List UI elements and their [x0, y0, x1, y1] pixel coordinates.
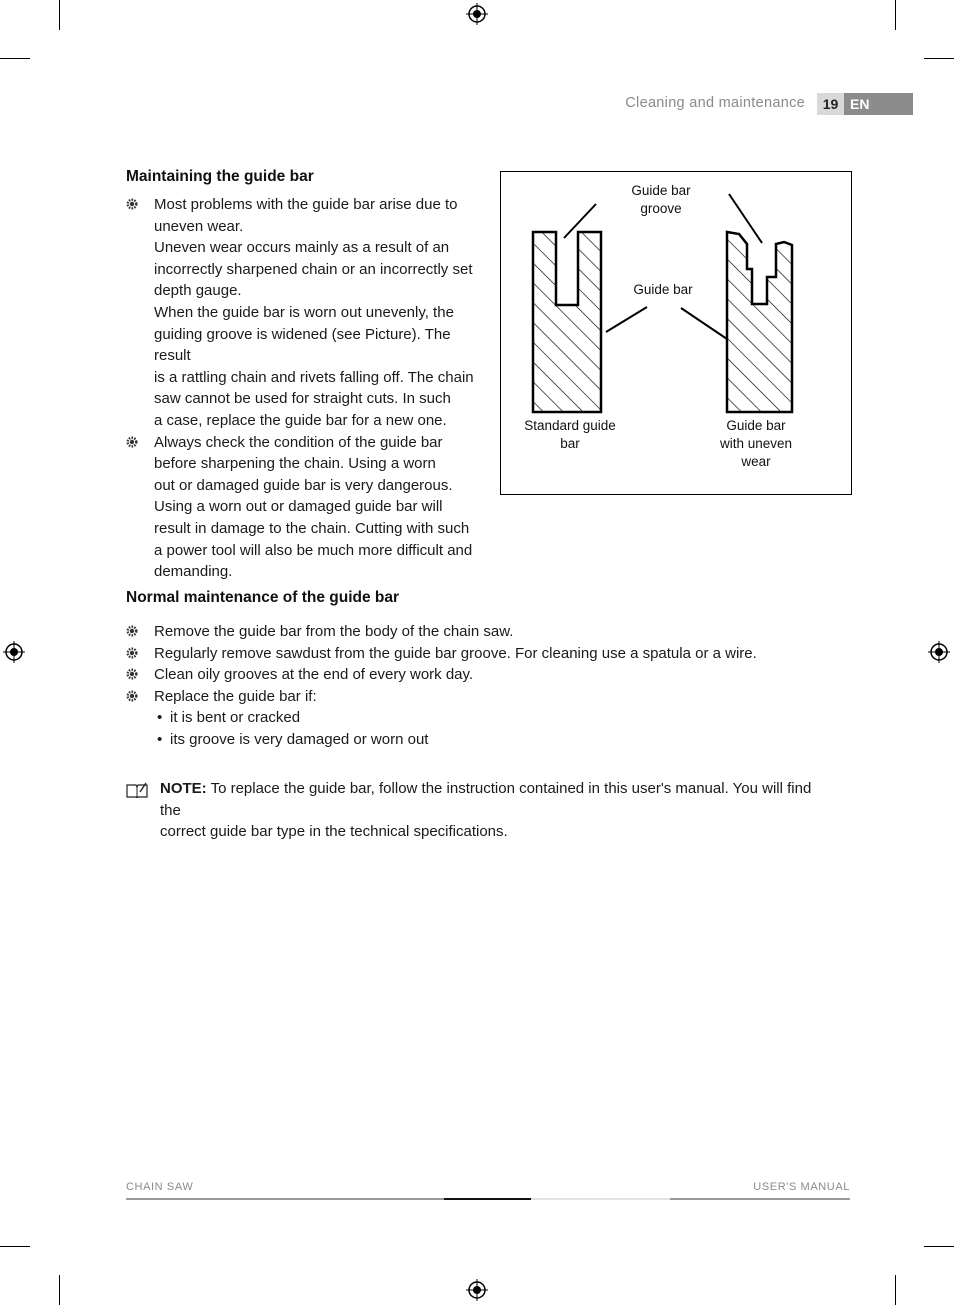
language-badge: EN: [844, 93, 913, 115]
text-line: saw cannot be used for straight cuts. In such: [154, 390, 451, 408]
text-line: demanding.: [154, 563, 233, 581]
sub-bullet: •: [157, 709, 163, 727]
text-line: incorrectly sharpened chain or an incorrectly set: [154, 260, 473, 278]
heading-normal-maintenance: Normal maintenance of the guide bar: [126, 589, 400, 606]
text-line: depth gauge.: [154, 282, 242, 300]
worn-guide-bar-shape: [727, 232, 792, 412]
list-item: [126, 621, 846, 643]
crop-mark: [59, 1275, 60, 1305]
text-line: is a rattling chain and rivets falling off. The chain: [154, 368, 474, 386]
leader-line: [606, 307, 647, 332]
sub-list-item: [154, 707, 846, 729]
list-item-text: Regularly remove sawdust from the guide bar groove. For cleaning use a spatula or a wire.: [154, 644, 757, 662]
list-item: [126, 686, 846, 751]
note-text: To replace the guide bar, follow the instruction contained in this user's manual. You will find the: [160, 780, 812, 819]
note-label: NOTE:: [160, 780, 207, 797]
crop-mark: [895, 1275, 896, 1305]
gear-bullet-icon: [126, 198, 138, 210]
page-indicator: [817, 93, 913, 115]
sub-bullet: •: [157, 730, 163, 748]
gear-bullet-icon: [126, 668, 138, 680]
bullet-list: [126, 194, 486, 583]
sub-list-item-text: it is bent or cracked: [170, 709, 301, 727]
text-line: Most problems with the guide bar arise due to: [154, 196, 458, 213]
text-line: Always check the condition of the guide bar: [154, 433, 443, 451]
crop-mark: [895, 0, 896, 30]
text-line: guiding groove is widened (see Picture). The result: [154, 325, 451, 365]
text-line: out or damaged guide bar is very dangerous.: [154, 476, 453, 494]
footer-rule: [126, 1198, 444, 1200]
text-line: uneven wear.: [154, 217, 244, 235]
text-line: When the guide bar is worn out unevenly, the: [154, 303, 454, 321]
footer-rule: [531, 1198, 670, 1200]
list-item-text: Remove the guide bar from the body of the chain saw.: [154, 623, 514, 640]
gear-bullet-icon: [126, 436, 138, 448]
guide-bar-figure: [500, 171, 852, 495]
label-standard-guide-bar: Standard guide bar: [524, 418, 616, 451]
footer-rule: [444, 1198, 531, 1200]
text-line: a case, replace the guide bar for a new one.: [154, 411, 447, 429]
sub-list-item: [154, 729, 846, 751]
registration-mark-icon: [466, 3, 488, 25]
gear-bullet-icon: [126, 690, 138, 702]
heading-maintaining-guide-bar: Maintaining the guide bar: [126, 168, 314, 185]
note-box: [126, 778, 826, 843]
list-item: [126, 664, 846, 686]
crop-mark: [0, 1246, 30, 1247]
crop-mark: [924, 58, 954, 59]
label-guide-bar-groove: Guide bar groove: [631, 183, 691, 216]
section-title: Cleaning and maintenance: [625, 95, 805, 111]
crop-mark: [924, 1246, 954, 1247]
text-line: before sharpening the chain. Using a worn: [154, 455, 436, 473]
text-line: Uneven wear occurs mainly as a result of an: [154, 239, 450, 257]
gear-bullet-icon: [126, 647, 138, 659]
note-line: correct guide bar type in the technical specifications.: [160, 823, 508, 841]
footer-product: CHAIN SAW: [126, 1181, 194, 1193]
gear-bullet-icon: [126, 625, 138, 637]
crop-mark: [59, 0, 60, 30]
list-item: [126, 643, 846, 665]
list-item: [126, 432, 486, 583]
label-uneven-wear-guide-bar: Guide bar with uneven wear: [719, 418, 793, 469]
sub-list-item-text: its groove is very damaged or worn out: [170, 730, 429, 748]
note-line: [160, 778, 826, 821]
label-guide-bar: Guide bar: [633, 282, 693, 297]
text-line: result in damage to the chain. Cutting with such: [154, 519, 470, 537]
text-line: a power tool will also be much more difficult and: [154, 541, 473, 559]
bullet-list: [126, 621, 846, 751]
registration-mark-icon: [466, 1279, 488, 1301]
page-number: 19: [817, 93, 844, 115]
footer-doc-type: USER'S MANUAL: [753, 1181, 850, 1193]
crop-mark: [0, 58, 30, 59]
list-item: [126, 194, 486, 432]
registration-mark-icon: [928, 641, 950, 663]
standard-guide-bar-shape: [533, 232, 601, 412]
registration-mark-icon: [3, 641, 25, 663]
list-item-text: Replace the guide bar if:: [154, 687, 317, 705]
open-book-note-icon: [126, 782, 148, 798]
leader-line: [681, 308, 727, 339]
text-line: Using a worn out or damaged guide bar will: [154, 498, 443, 516]
footer-rule: [670, 1198, 850, 1200]
list-item-text: Clean oily grooves at the end of every work day.: [154, 666, 474, 684]
